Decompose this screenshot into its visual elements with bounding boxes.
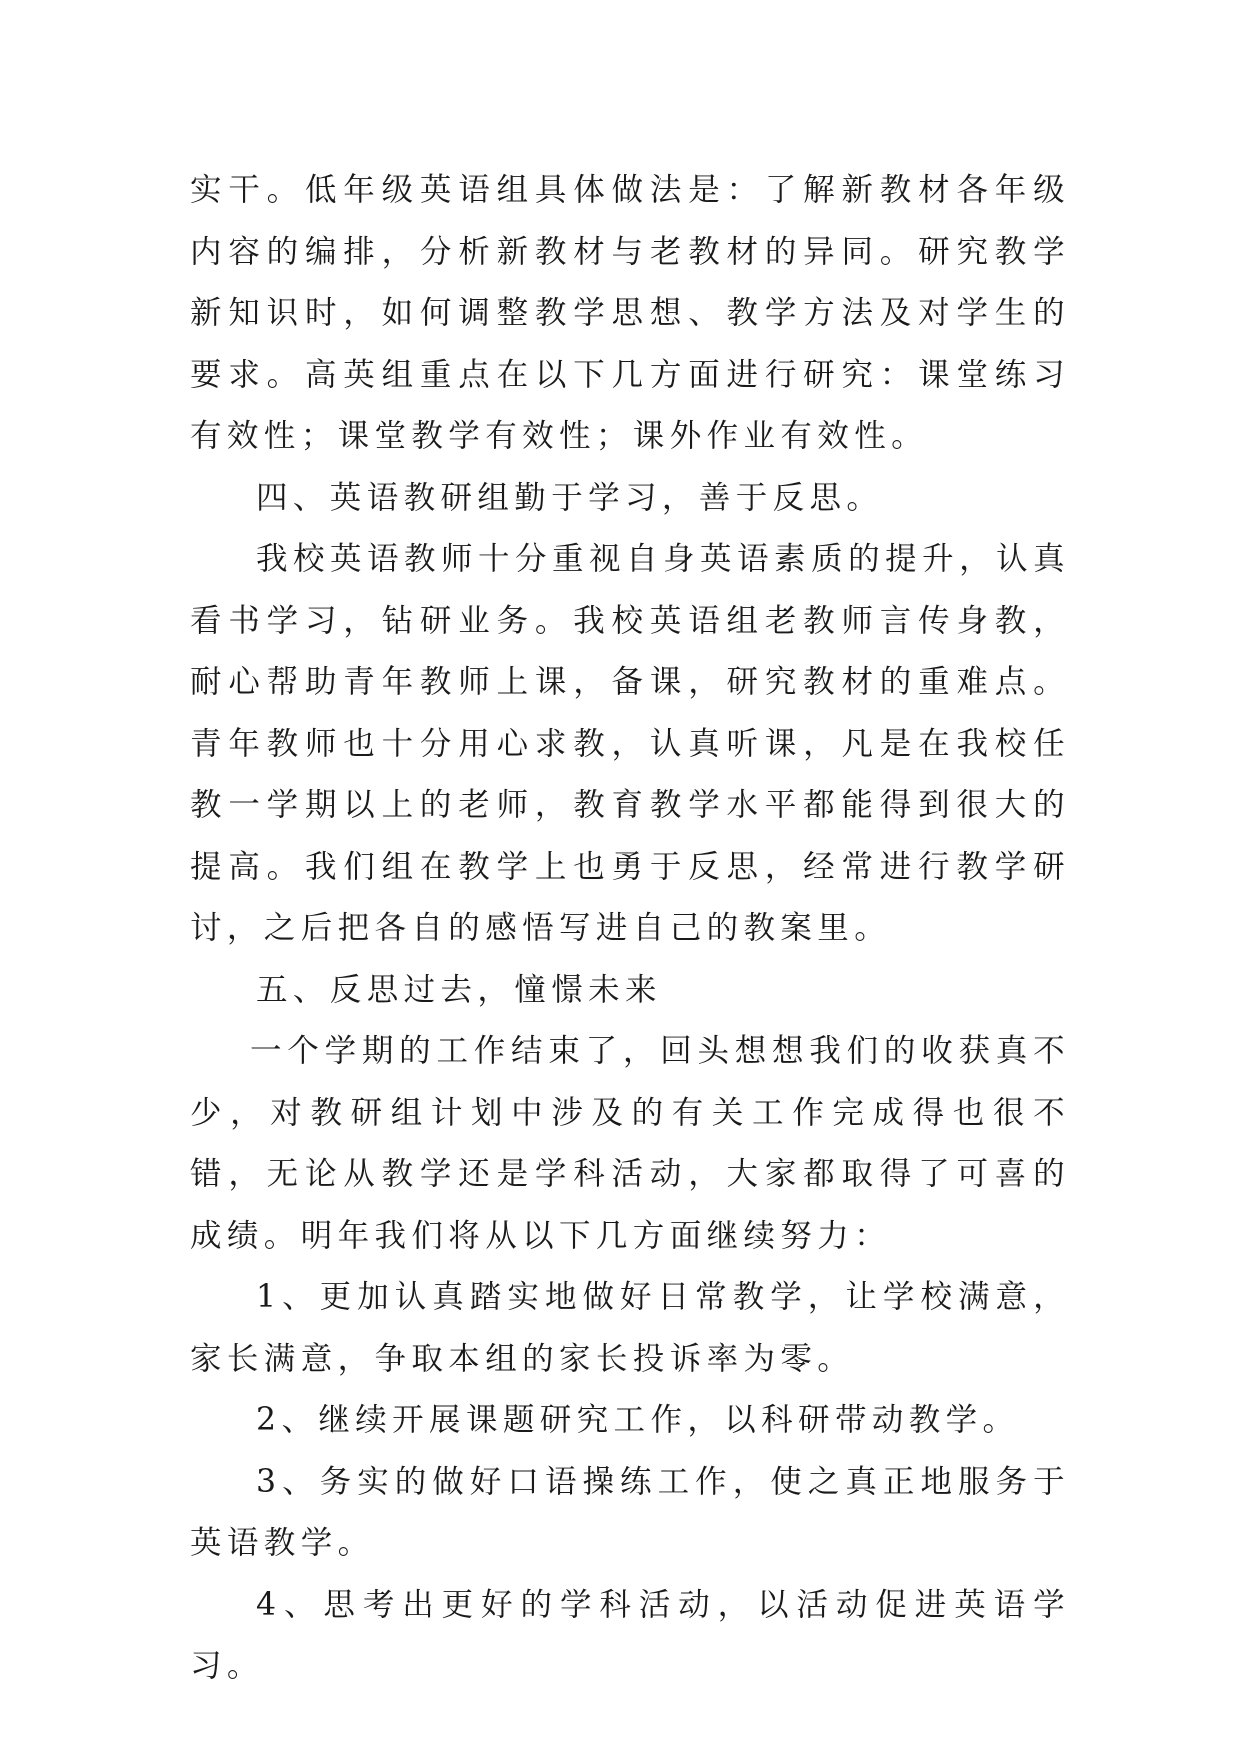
document-body [190, 160, 1070, 1698]
list-item-2: 2、继续开展课题研究工作，以科研带动教学。 [256, 1402, 1020, 1438]
section-heading-five: 五、反思过去，憧憬未来 [256, 971, 662, 1008]
list-item-3: 3、务实的做好口语操练工作，使之真正地服务于英语教学。 [190, 1463, 1070, 1561]
paragraph-reflection: 我校英语教师十分重视自身英语素质的提升，认真看书学习，钻研业务。我校英语组老教师言传身教，耐心帮助青年教师上课，备课，研究教材的重难点。青年教师也十分用心求教，认真听课，凡是在我校任教一学期以上的老师，教育教学水平都能得到很大的提高。我们组在教学上也勇于反思，经常进行教学研讨，之后把各自的感悟写进自己的教案里。 [190, 541, 1070, 946]
list-item-4: 4、思考出更好的学科活动，以活动促进英语学习。 [190, 1586, 1070, 1684]
paragraph-continuation: 实干。低年级英语组具体做法是：了解新教材各年级内容的编排，分析新教材与老教材的异同。研究教学新知识时，如何调整教学思想、教学方法及对学生的要求。高英组重点在以下几方面进行研究：课堂练习有效性；课堂教学有效性；课外作业有效性。 [190, 172, 1070, 454]
list-item-1: 1、更加认真踏实地做好日常教学，让学校满意，家长满意，争取本组的家长投诉率为零。 [190, 1279, 1070, 1377]
section-heading-four: 四、英语教研组勤于学习，善于反思。 [256, 479, 884, 516]
paragraph-summary: 一个学期的工作结束了，回头想想我们的收获真不少，对教研组计划中涉及的有关工作完成得也很不错，无论从教学还是学科活动，大家都取得了可喜的成绩。明年我们将从以下几方面继续努力： [190, 1033, 1070, 1254]
